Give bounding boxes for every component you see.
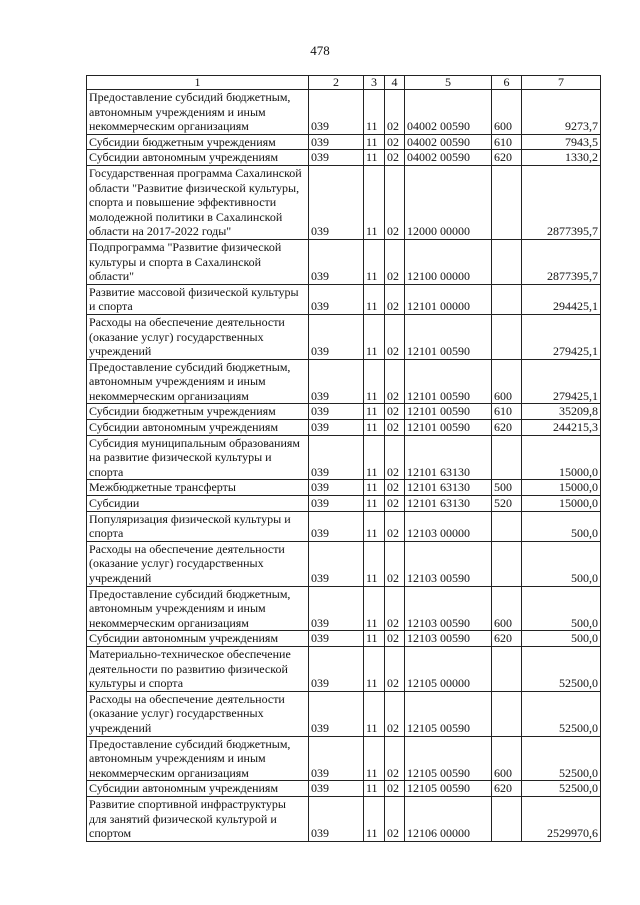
table-row [87, 404, 601, 420]
target-article-code-cell: 12105 00590 [405, 781, 492, 797]
expense-type-code-cell: 600 [492, 90, 522, 135]
admin-code-cell: 039 [309, 359, 364, 404]
subsection-code-cell: 02 [385, 435, 405, 480]
table-row [87, 90, 601, 135]
section-code-cell: 11 [364, 90, 385, 135]
expense-type-code-cell: 620 [492, 631, 522, 647]
admin-code-cell: 039 [309, 796, 364, 841]
subsection-code-cell: 02 [385, 541, 405, 586]
row-name-cell: Развитие спортивной инфраструктуры для занятий физической культурой и спортом [87, 796, 309, 841]
row-name-cell: Субсидии автономным учреждениям [87, 781, 309, 797]
subsection-code-cell: 02 [385, 314, 405, 359]
row-name-cell: Предоставление субсидий бюджетным, автономным учреждениям и иным некоммерческим организациям [87, 90, 309, 135]
budget-table [86, 75, 601, 842]
admin-code-cell: 039 [309, 511, 364, 541]
table-body [87, 76, 601, 842]
target-article-code-cell: 12105 00590 [405, 736, 492, 781]
target-article-code-cell: 12100 00000 [405, 239, 492, 284]
target-article-code-cell: 12105 00000 [405, 646, 492, 691]
section-code-cell: 11 [364, 134, 385, 150]
expense-type-code-cell: 620 [492, 150, 522, 166]
amount-cell: 9273,7 [522, 90, 601, 135]
table-row [87, 314, 601, 359]
expense-type-code-cell [492, 541, 522, 586]
subsection-code-cell: 02 [385, 239, 405, 284]
target-article-code-cell: 12101 63130 [405, 435, 492, 480]
section-code-cell: 11 [364, 420, 385, 436]
subsection-code-cell: 02 [385, 150, 405, 166]
table-row [87, 134, 601, 150]
admin-code-cell: 039 [309, 134, 364, 150]
amount-cell: 1330,2 [522, 150, 601, 166]
admin-code-cell: 039 [309, 420, 364, 436]
section-code-cell: 11 [364, 314, 385, 359]
expense-type-code-cell: 620 [492, 420, 522, 436]
table-header-row [87, 76, 601, 90]
target-article-code-cell: 04002 00590 [405, 150, 492, 166]
amount-cell: 2877395,7 [522, 165, 601, 239]
expense-type-code-cell [492, 284, 522, 314]
row-name-cell: Субсидии автономным учреждениям [87, 150, 309, 166]
column-header: 3 [364, 76, 385, 90]
table-row [87, 796, 601, 841]
admin-code-cell: 039 [309, 239, 364, 284]
admin-code-cell: 039 [309, 631, 364, 647]
expense-type-code-cell [492, 314, 522, 359]
row-name-cell: Субсидии бюджетным учреждениям [87, 404, 309, 420]
table-row [87, 781, 601, 797]
row-name-cell: Предоставление субсидий бюджетным, автономным учреждениям и иным некоммерческим организациям [87, 736, 309, 781]
expense-type-code-cell: 600 [492, 586, 522, 631]
row-name-cell: Государственная программа Сахалинской области "Развитие физической культуры, спорта и повышение эффективности молодежной политики в Сахалинской области на 2017-2022 годы" [87, 165, 309, 239]
subsection-code-cell: 02 [385, 736, 405, 781]
section-code-cell: 11 [364, 150, 385, 166]
expense-type-code-cell [492, 511, 522, 541]
section-code-cell: 11 [364, 736, 385, 781]
amount-cell: 52500,0 [522, 646, 601, 691]
target-article-code-cell: 12101 00590 [405, 420, 492, 436]
table-row [87, 150, 601, 166]
amount-cell: 500,0 [522, 511, 601, 541]
target-article-code-cell: 12105 00590 [405, 691, 492, 736]
admin-code-cell: 039 [309, 284, 364, 314]
subsection-code-cell: 02 [385, 781, 405, 797]
amount-cell: 15000,0 [522, 496, 601, 512]
table-row [87, 239, 601, 284]
section-code-cell: 11 [364, 541, 385, 586]
table-row [87, 359, 601, 404]
row-name-cell: Субсидии бюджетным учреждениям [87, 134, 309, 150]
row-name-cell: Материально-техническое обеспечение деятельности по развитию физической культуры и спорта [87, 646, 309, 691]
expense-type-code-cell [492, 796, 522, 841]
subsection-code-cell: 02 [385, 404, 405, 420]
table-row [87, 691, 601, 736]
amount-cell: 2529970,6 [522, 796, 601, 841]
admin-code-cell: 039 [309, 541, 364, 586]
column-header: 5 [405, 76, 492, 90]
target-article-code-cell: 04002 00590 [405, 90, 492, 135]
target-article-code-cell: 12101 63130 [405, 496, 492, 512]
target-article-code-cell: 12101 00590 [405, 404, 492, 420]
admin-code-cell: 039 [309, 404, 364, 420]
section-code-cell: 11 [364, 586, 385, 631]
admin-code-cell: 039 [309, 165, 364, 239]
target-article-code-cell: 04002 00590 [405, 134, 492, 150]
expense-type-code-cell [492, 691, 522, 736]
subsection-code-cell: 02 [385, 480, 405, 496]
column-header: 1 [87, 76, 309, 90]
amount-cell: 15000,0 [522, 480, 601, 496]
admin-code-cell: 039 [309, 314, 364, 359]
target-article-code-cell: 12101 63130 [405, 480, 492, 496]
target-article-code-cell: 12103 00590 [405, 586, 492, 631]
subsection-code-cell: 02 [385, 586, 405, 631]
section-code-cell: 11 [364, 480, 385, 496]
admin-code-cell: 039 [309, 781, 364, 797]
admin-code-cell: 039 [309, 435, 364, 480]
table-row [87, 480, 601, 496]
expense-type-code-cell: 520 [492, 496, 522, 512]
section-code-cell: 11 [364, 284, 385, 314]
table-row [87, 511, 601, 541]
subsection-code-cell: 02 [385, 631, 405, 647]
table-row [87, 736, 601, 781]
expense-type-code-cell: 610 [492, 404, 522, 420]
target-article-code-cell: 12103 00590 [405, 631, 492, 647]
section-code-cell: 11 [364, 404, 385, 420]
table-row [87, 435, 601, 480]
section-code-cell: 11 [364, 691, 385, 736]
admin-code-cell: 039 [309, 90, 364, 135]
target-article-code-cell: 12000 00000 [405, 165, 492, 239]
amount-cell: 15000,0 [522, 435, 601, 480]
table-row [87, 646, 601, 691]
target-article-code-cell: 12101 00590 [405, 359, 492, 404]
row-name-cell: Предоставление субсидий бюджетным, автономным учреждениям и иным некоммерческим организациям [87, 586, 309, 631]
row-name-cell: Развитие массовой физической культуры и спорта [87, 284, 309, 314]
amount-cell: 52500,0 [522, 736, 601, 781]
section-code-cell: 11 [364, 781, 385, 797]
row-name-cell: Расходы на обеспечение деятельности (оказание услуг) государственных учреждений [87, 314, 309, 359]
amount-cell: 35209,8 [522, 404, 601, 420]
table-row [87, 631, 601, 647]
page-number: 478 [310, 43, 330, 58]
table-row [87, 284, 601, 314]
subsection-code-cell: 02 [385, 646, 405, 691]
row-name-cell: Субсидия муниципальным образованиям на развитие физической культуры и спорта [87, 435, 309, 480]
target-article-code-cell: 12101 00590 [405, 314, 492, 359]
admin-code-cell: 039 [309, 480, 364, 496]
row-name-cell: Субсидии автономным учреждениям [87, 631, 309, 647]
section-code-cell: 11 [364, 511, 385, 541]
expense-type-code-cell: 500 [492, 480, 522, 496]
target-article-code-cell: 12103 00590 [405, 541, 492, 586]
expense-type-code-cell: 620 [492, 781, 522, 797]
subsection-code-cell: 02 [385, 134, 405, 150]
amount-cell: 500,0 [522, 541, 601, 586]
target-article-code-cell: 12101 00000 [405, 284, 492, 314]
expense-type-code-cell [492, 239, 522, 284]
expense-type-code-cell: 600 [492, 359, 522, 404]
row-name-cell: Предоставление субсидий бюджетным, автономным учреждениям и иным некоммерческим организациям [87, 359, 309, 404]
table-row [87, 541, 601, 586]
row-name-cell: Расходы на обеспечение деятельности (оказание услуг) государственных учреждений [87, 691, 309, 736]
expense-type-code-cell: 600 [492, 736, 522, 781]
admin-code-cell: 039 [309, 150, 364, 166]
target-article-code-cell: 12106 00000 [405, 796, 492, 841]
section-code-cell: 11 [364, 796, 385, 841]
table-row [87, 420, 601, 436]
amount-cell: 294425,1 [522, 284, 601, 314]
admin-code-cell: 039 [309, 736, 364, 781]
column-header: 7 [522, 76, 601, 90]
section-code-cell: 11 [364, 631, 385, 647]
row-name-cell: Субсидии автономным учреждениям [87, 420, 309, 436]
column-header: 2 [309, 76, 364, 90]
amount-cell: 500,0 [522, 586, 601, 631]
admin-code-cell: 039 [309, 496, 364, 512]
admin-code-cell: 039 [309, 646, 364, 691]
section-code-cell: 11 [364, 496, 385, 512]
subsection-code-cell: 02 [385, 284, 405, 314]
target-article-code-cell: 12103 00000 [405, 511, 492, 541]
table-row [87, 165, 601, 239]
amount-cell: 7943,5 [522, 134, 601, 150]
column-header: 6 [492, 76, 522, 90]
subsection-code-cell: 02 [385, 165, 405, 239]
section-code-cell: 11 [364, 435, 385, 480]
row-name-cell: Расходы на обеспечение деятельности (оказание услуг) государственных учреждений [87, 541, 309, 586]
amount-cell: 279425,1 [522, 314, 601, 359]
subsection-code-cell: 02 [385, 90, 405, 135]
amount-cell: 2877395,7 [522, 239, 601, 284]
subsection-code-cell: 02 [385, 511, 405, 541]
row-name-cell: Субсидии [87, 496, 309, 512]
expense-type-code-cell [492, 435, 522, 480]
admin-code-cell: 039 [309, 691, 364, 736]
expense-type-code-cell [492, 646, 522, 691]
amount-cell: 52500,0 [522, 691, 601, 736]
amount-cell: 52500,0 [522, 781, 601, 797]
amount-cell: 244215,3 [522, 420, 601, 436]
amount-cell: 500,0 [522, 631, 601, 647]
table-row [87, 586, 601, 631]
column-header: 4 [385, 76, 405, 90]
row-name-cell: Популяризация физической культуры и спорта [87, 511, 309, 541]
section-code-cell: 11 [364, 359, 385, 404]
subsection-code-cell: 02 [385, 796, 405, 841]
table-row [87, 496, 601, 512]
subsection-code-cell: 02 [385, 420, 405, 436]
section-code-cell: 11 [364, 646, 385, 691]
expense-type-code-cell: 610 [492, 134, 522, 150]
section-code-cell: 11 [364, 239, 385, 284]
section-code-cell: 11 [364, 165, 385, 239]
amount-cell: 279425,1 [522, 359, 601, 404]
row-name-cell: Межбюджетные трансферты [87, 480, 309, 496]
subsection-code-cell: 02 [385, 691, 405, 736]
row-name-cell: Подпрограмма "Развитие физической культуры и спорта в Сахалинской области" [87, 239, 309, 284]
expense-type-code-cell [492, 165, 522, 239]
subsection-code-cell: 02 [385, 359, 405, 404]
admin-code-cell: 039 [309, 586, 364, 631]
subsection-code-cell: 02 [385, 496, 405, 512]
